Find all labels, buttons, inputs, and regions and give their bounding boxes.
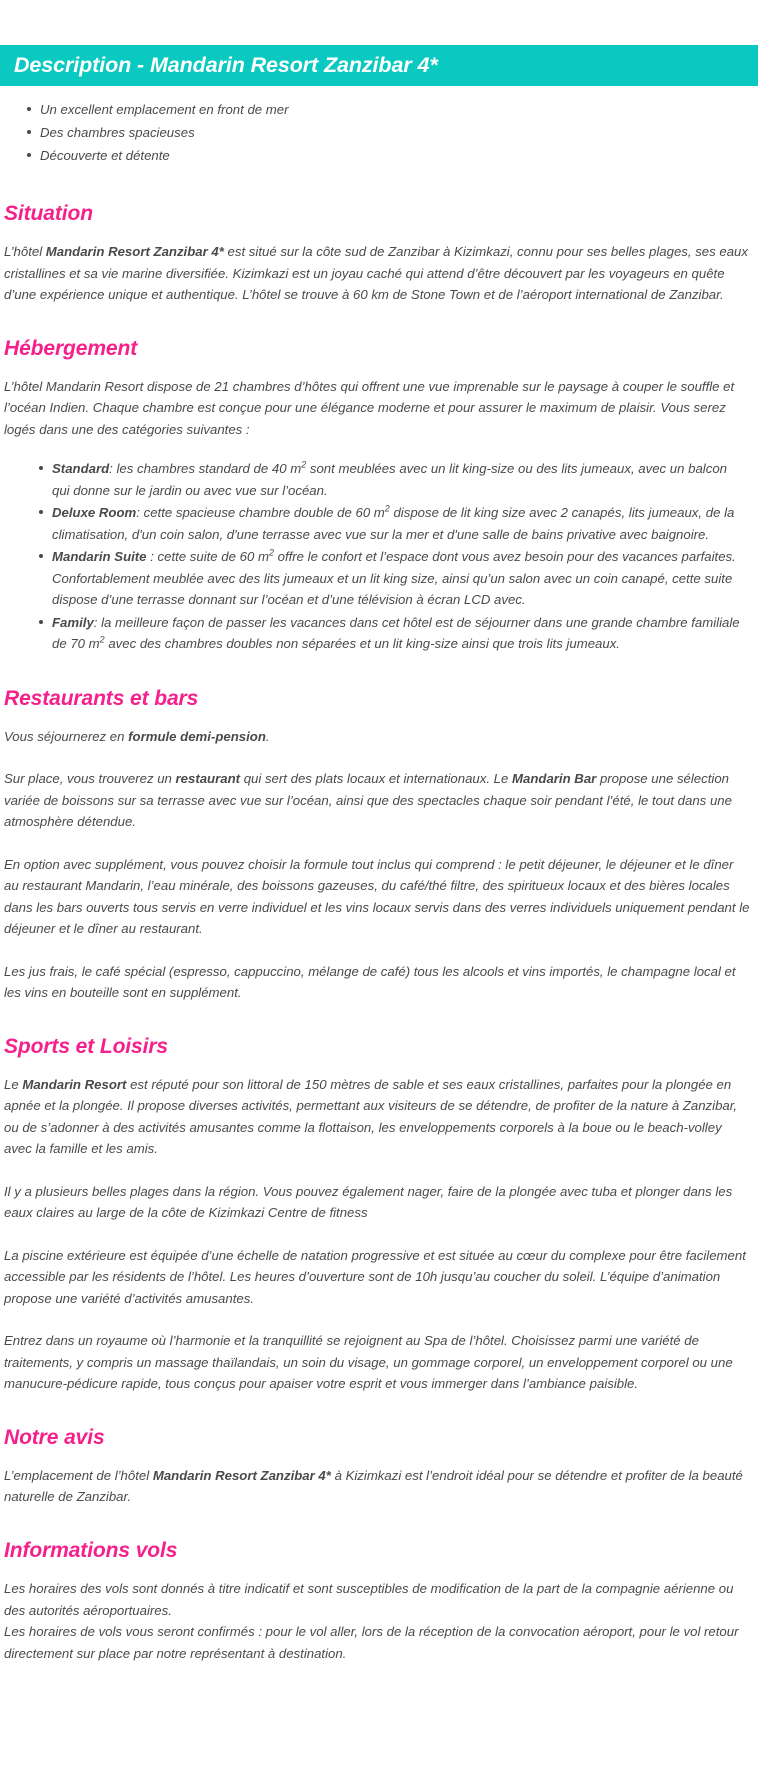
paragraph: L’emplacement de l’hôtel Mandarin Resort Zanzibar 4* à Kizimkazi est l’endroit idéal pour se détendre et profiter de la beauté naturelle de Zanzibar. xyxy=(4,1467,743,1505)
section-heading-notre-avis: Notre avis xyxy=(4,1425,105,1449)
spacer xyxy=(4,168,750,202)
bottom-spacer xyxy=(4,1664,750,1692)
content-area xyxy=(0,99,758,1692)
page-title: Description - Mandarin Resort Zanzibar 4* xyxy=(14,52,438,77)
paragraph: L’hôtel Mandarin Resort dispose de 21 chambres d’hôtes qui offrent une vue imprenable sur le paysage à couper le souffle et l’océan Indien. Chaque chambre est conçue pour une élégance moderne et pour assurer le maximum de plaisir. Vous serez logés dans une des catégories suivantes : xyxy=(4,378,735,437)
spacer xyxy=(4,1508,750,1539)
list-item: Standard: les chambres standard de 40 $m^2$ sont meublées avec un lit king-size ou des lits jumeaux, avec un balcon qui donne sur le jardin ou avec vue sur l’océan. xyxy=(52,458,750,501)
paragraph: Sur place, vous trouverez un restaurant qui sert des plats locaux et internationaux. Le Mandarin Bar propose une sélection variée de boissons sur sa terrasse avec vue sur l’océan, ainsi que des spectacles chaque soir pendant l’été, le tout dans une atmosphère détendue. xyxy=(4,771,732,830)
paragraph: Entrez dans un royaume où l’harmonie et la tranquillité se rejoignent au Spa de l’hôtel. Choisissez parmi une variété de traitements, y compris un massage thaïlandais, un soin du visage, un gommage corporel, un enveloppement corporel ou une manucure-pédicure rapide, tous conçus pour apaiser votre esprit et vous immerger dans l’ambiance paisible. xyxy=(4,1333,733,1392)
section-heading-informations-vols: Informations vols xyxy=(4,1538,178,1562)
section-heading-sports: Sports et Loisirs xyxy=(4,1034,169,1058)
section-heading-situation: Situation xyxy=(4,202,93,225)
spacer xyxy=(4,1395,750,1426)
spacer xyxy=(4,1004,750,1035)
list-item: Mandarin Suite : cette suite de 60 $m^2$ offre le confort et l’espace dont vous avez besoin pour des vacances parfaites. Confortablement meublée avec des lits jumeaux et un lit king size, ainsi qu’un salon avec un coin canapé, cette suite dispose d’une terrasse donnant sur l’océan et d’une télévision à écran LCD avec. xyxy=(52,546,750,611)
spacer xyxy=(4,306,750,337)
list-item: Family: la meilleure façon de passer les vacances dans cet hôtel est de séjourner dans une grande chambre familiale de 70 $m^2$ avec des chambres doubles non séparées et un lit king-size ainsi que trois lits jumeaux. xyxy=(52,612,750,655)
top-spacer xyxy=(0,0,758,45)
paragraph: L’hôtel Mandarin Resort Zanzibar 4* est situé sur la côte sud de Zanzibar à Kizimkazi, connu pour ses belles plages, ses eaux cristallines et sa vie marine diversifiée. Kizimkazi est un joyau caché qui attend d’être découvert par les voyageurs en quête d’une expérience unique et authentique. L’hôtel se trouve à 60 km de Stone Town et de l’aéroport international de Zanzibar. xyxy=(4,244,748,303)
room-categories-list xyxy=(4,458,750,655)
highlights-list xyxy=(4,99,750,166)
paragraph: Vous séjournerez en formule demi-pension. xyxy=(4,728,270,744)
paragraph: Les horaires des vols sont donnés à titre indicatif et sont susceptibles de modification de la part de la compagnie aérienne ou des autorités aéroportuaires. xyxy=(4,1581,734,1618)
flight-info-block xyxy=(4,1578,750,1664)
paragraph: Les jus frais, le café spécial (espresso, cappuccino, mélange de café) tous les alcools et vins importés, le champagne local et les vins en bouteille sont en supplément. xyxy=(4,963,736,1001)
paragraph: La piscine extérieure est équipée d’une échelle de natation progressive et est située au cœur du complexe pour être facilement accessible par les résidents de l’hôtel. Les heures d’ouverture sont de 10h jusqu’au coucher du soleil. L’équipe d’animation propose une variété d’activités amusantes. xyxy=(4,1247,746,1306)
paragraph: Le Mandarin Resort est réputé pour son littoral de 150 mètres de sable et ses eaux cristallines, parfaites pour la plongée en apnée et la plongée. Il propose diverses activités, permettant aux visiteurs de se détendre, de profiter de la nature à Zanzibar, ou de s’adonner à des activités amusantes comme la flottaison, les enveloppements corporels à la boue ou le beach-volley avec la famille et les amis. xyxy=(4,1076,738,1157)
list-item: Deluxe Room: cette spacieuse chambre double de 60 $m^2$ dispose de lit king size avec 2 canapés, lits jumeaux, de la climatisation, d'un coin salon, d'une terrasse avec vue sur la mer et d'une salle de bains privative avec baignoire. xyxy=(52,502,750,545)
paragraph: En option avec supplément, vous pouvez choisir la formule tout inclus qui comprend : le petit déjeuner, le déjeuner et le dîner au restaurant Mandarin, l’eau minérale, des boissons gazeuses, du café/thé filtre, des spiritueux locaux et des bières locales dans les bars ouverts tous servis en verre individuel et les vins locaux servis dans des verres individuels uniquement pendant le déjeuner et le dîner au restaurant. xyxy=(4,856,750,937)
spacer xyxy=(4,656,750,687)
section-heading-restaurants: Restaurants et bars xyxy=(4,686,199,710)
list-item: Un excellent emplacement en front de mer xyxy=(40,99,750,120)
section-heading-hebergement: Hébergement xyxy=(4,336,138,360)
page-title-bar xyxy=(0,45,758,86)
list-item: Des chambres spacieuses xyxy=(40,122,750,143)
paragraph: Les horaires de vols vous seront confirmés : pour le vol aller, lors de la réception de la convocation aéroport, pour le vol retour directement sur place par notre représentant à destination. xyxy=(4,1624,739,1661)
list-item: Découverte et détente xyxy=(40,145,750,166)
paragraph: Il y a plusieurs belles plages dans la région. Vous pouvez également nager, faire de la plongée avec tuba et plonger dans les eaux claires au large de la côte de Kizimkazi Centre de fitness xyxy=(4,1183,733,1221)
